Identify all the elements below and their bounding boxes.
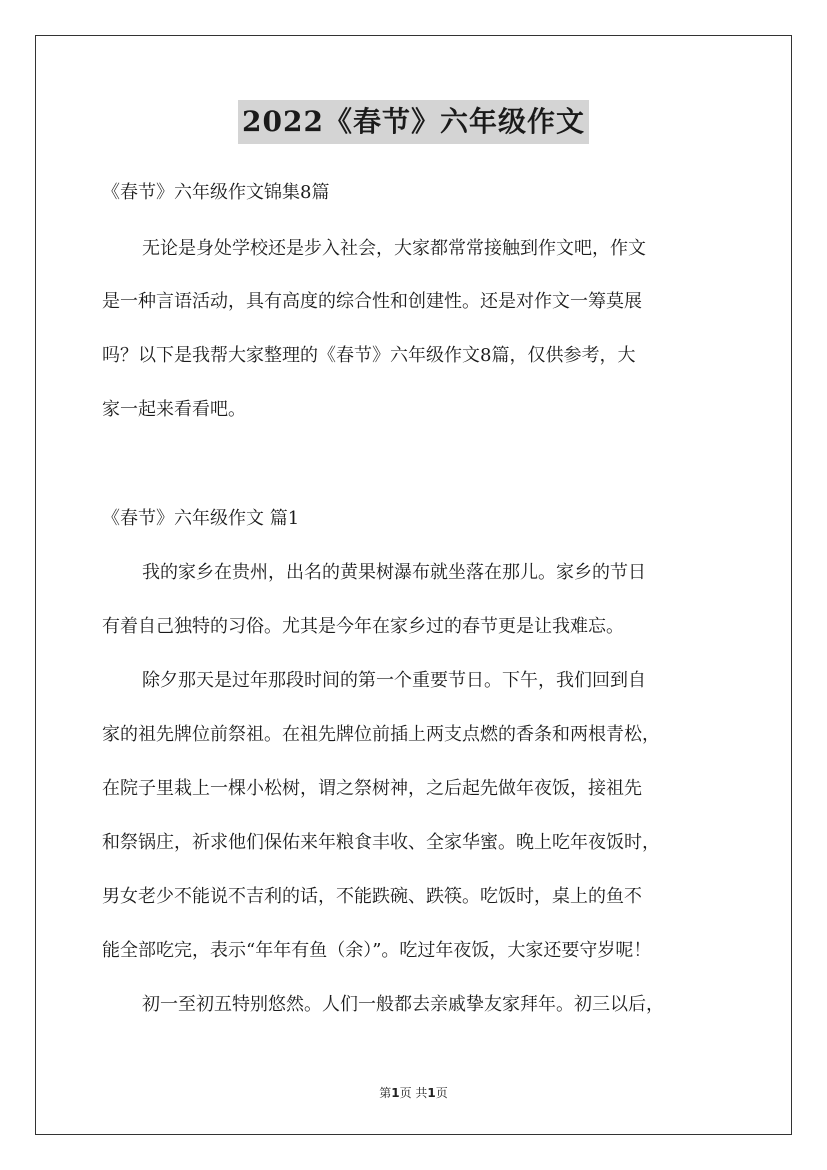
footer-suffix: 页: [435, 1086, 448, 1100]
footer-total-pages: 1: [427, 1086, 436, 1100]
body-line: 我的家乡在贵州，出名的黄果树瀑布就坐落在那儿。家乡的节日: [142, 562, 646, 583]
intro-line: 家一起来看看吧。: [102, 399, 246, 420]
body-line: 家的祖先牌位前祭祖。在祖先牌位前插上两支点燃的香条和两根青松，: [102, 724, 660, 745]
intro-line: 吗？以下是我帮大家整理的《春节》六年级作文8篇，仅供参考，大: [102, 345, 636, 366]
section-heading: 《春节》六年级作文 篇1: [102, 508, 300, 529]
page-footer: [0, 1084, 827, 1101]
footer-mid: 页 共: [399, 1086, 428, 1100]
body-line: 除夕那天是过年那段时间的第一个重要节日。下午，我们回到自: [142, 670, 646, 691]
footer-current-page: 1: [391, 1086, 400, 1100]
document-title: 2022《春节》六年级作文: [238, 100, 589, 144]
body-line: 和祭锅庄，祈求他们保佑来年粮食丰收、全家华蜜。晚上吃年夜饭时，: [102, 832, 660, 853]
body-line: 初一至初五特别悠然。人们一般都去亲戚挚友家拜年。初三以后，: [142, 994, 664, 1015]
intro-line: 是一种言语活动，具有高度的综合性和创建性。还是对作文一筹莫展: [102, 291, 642, 312]
body-line: 能全部吃完，表示“年年有鱼（余）”。吃过年夜饭，大家还要守岁呢！: [102, 940, 652, 961]
body-line: 有着自己独特的习俗。尤其是今年在家乡过的春节更是让我难忘。: [102, 616, 624, 637]
document-subtitle: 《春节》六年级作文锦集8篇: [102, 182, 330, 203]
body-line: 在院子里栽上一棵小松树，谓之祭树神，之后起先做年夜饭，接祖先: [102, 778, 642, 799]
footer-prefix: 第: [379, 1086, 392, 1100]
title-wrap: [0, 100, 827, 144]
body-line: 男女老少不能说不吉利的话，不能跌碗、跌筷。吃饭时，桌上的鱼不: [102, 886, 642, 907]
intro-line: 无论是身处学校还是步入社会，大家都常常接触到作文吧，作文: [142, 238, 646, 259]
